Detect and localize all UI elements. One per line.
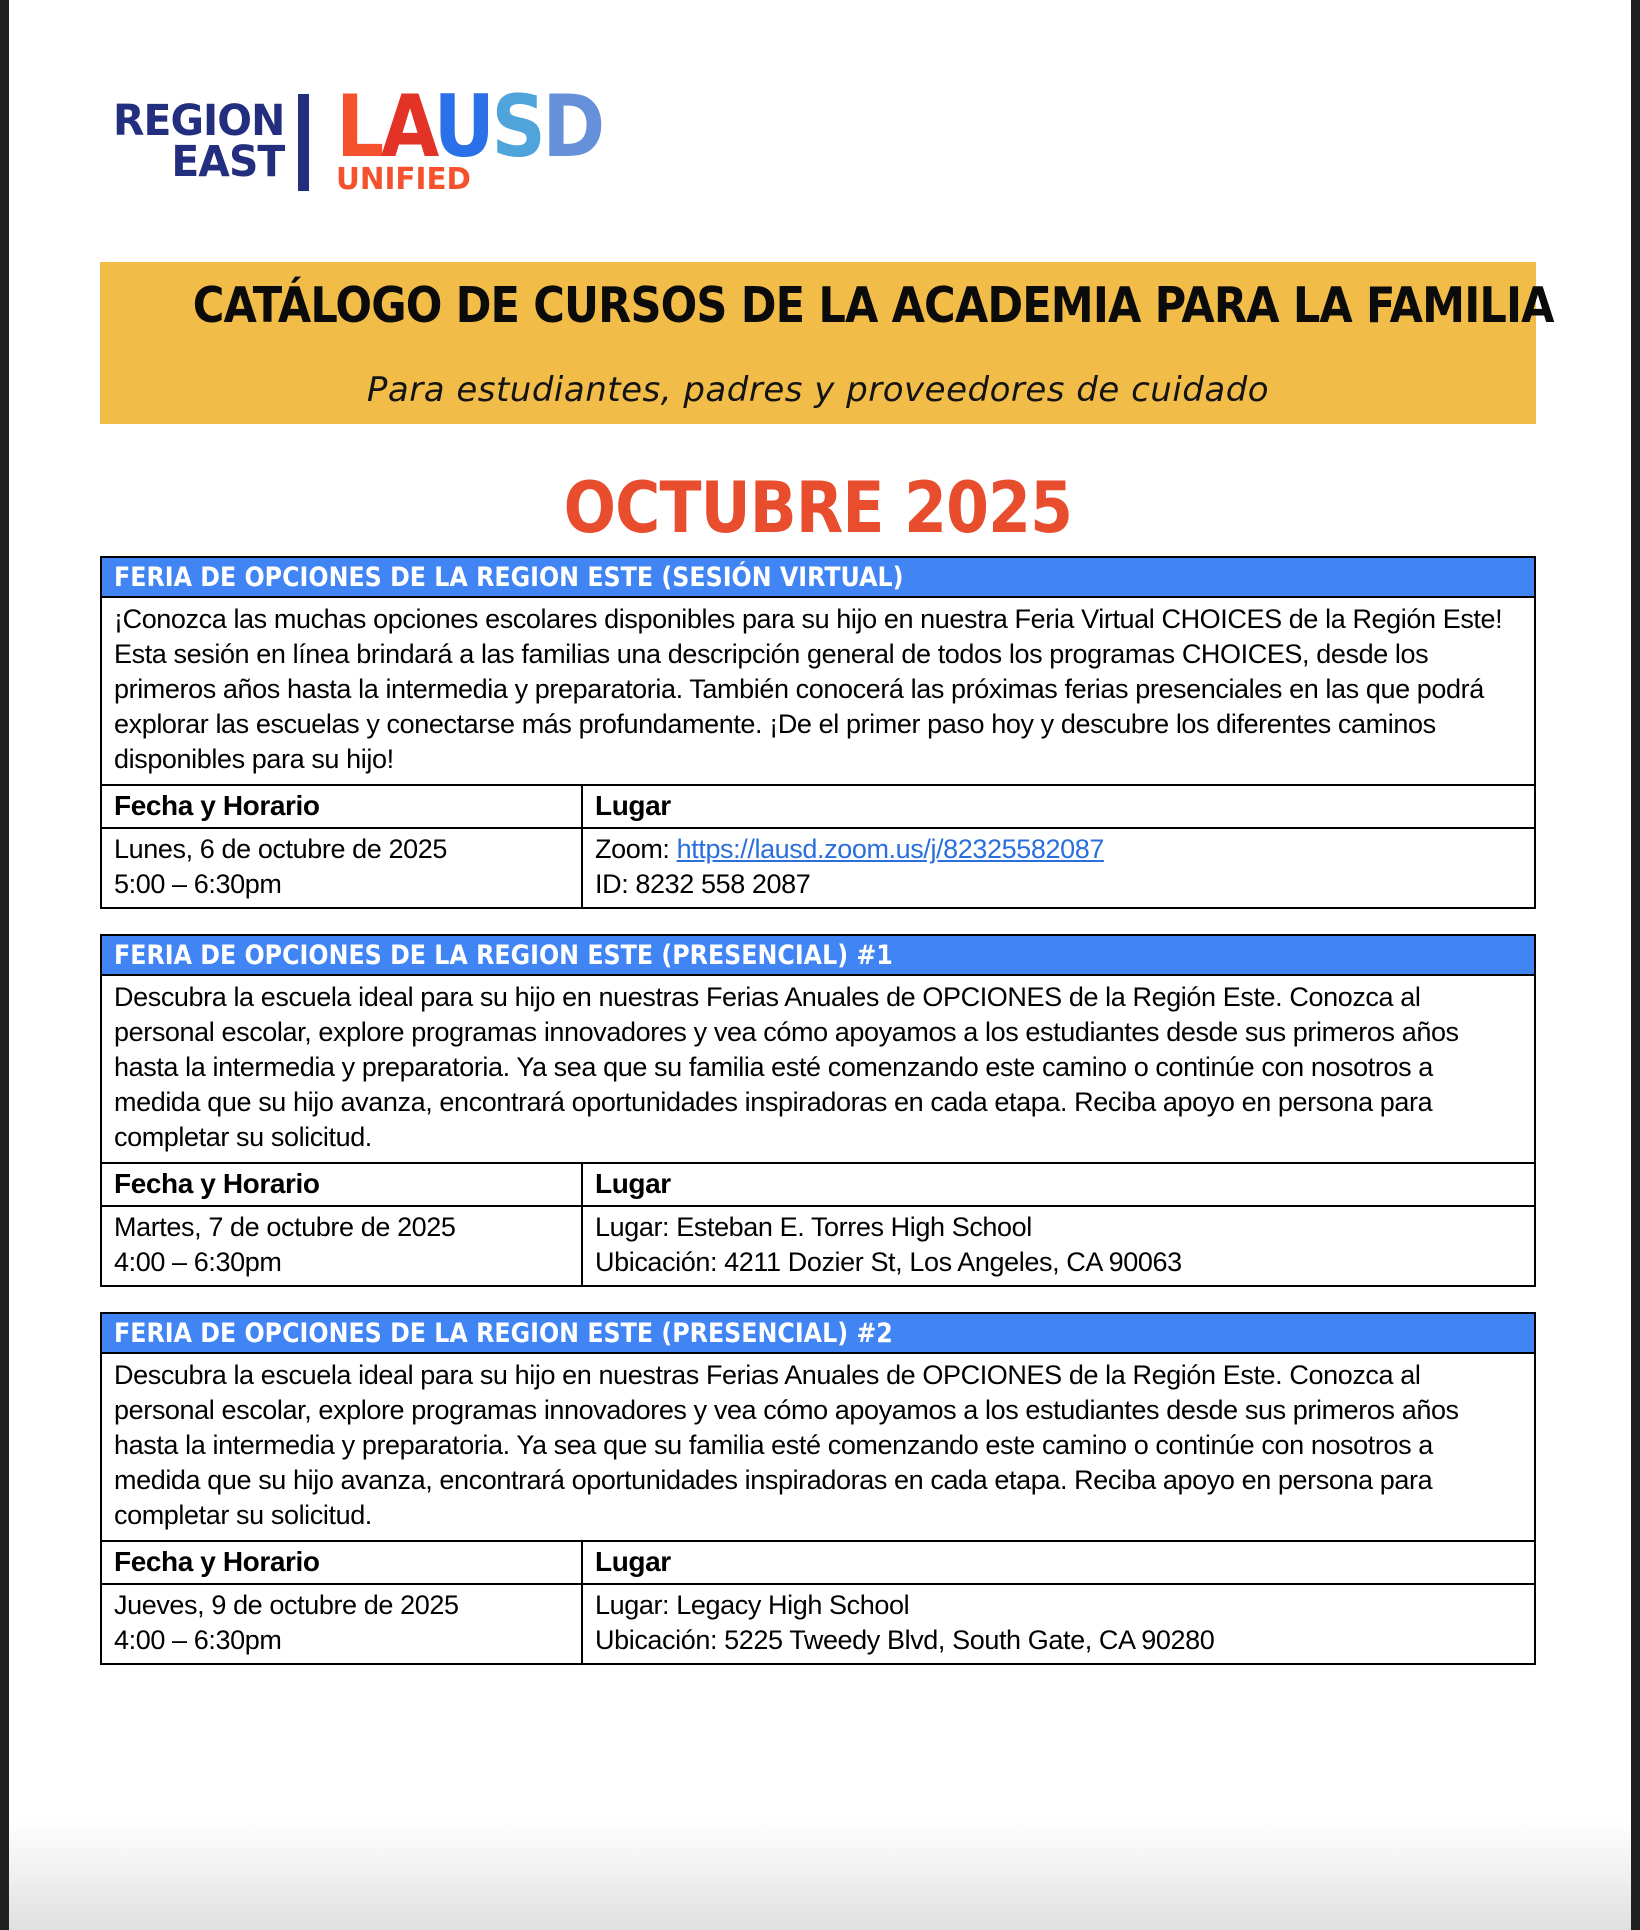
lausd-letters bbox=[336, 76, 603, 177]
date-cell bbox=[102, 829, 583, 907]
event-title: FERIA DE OPCIONES DE LA REGION ESTE (SESIÓN VIRTUAL) bbox=[114, 561, 904, 593]
catalog-subtitle: Para estudiantes, padres y proveedores de cuidado bbox=[366, 370, 1270, 410]
time-line: 5:00 – 6:30pm bbox=[114, 869, 282, 899]
date-cell bbox=[102, 1207, 583, 1285]
region-east-wordmark bbox=[113, 96, 285, 187]
event-header-presencial-1 bbox=[100, 934, 1536, 976]
zoom-label: Zoom: bbox=[595, 834, 677, 864]
table-header-row bbox=[100, 1542, 1536, 1585]
col-header-fecha: Fecha y Horario bbox=[102, 1164, 583, 1205]
address-line: Ubicación: 4211 Dozier St, Los Angeles, CA 90063 bbox=[595, 1247, 1182, 1277]
meeting-id-line: ID: 8232 558 2087 bbox=[595, 869, 811, 899]
month-heading-wrap bbox=[100, 468, 1536, 556]
date-cell bbox=[102, 1585, 583, 1663]
table-row bbox=[100, 1585, 1536, 1665]
time-line: 4:00 – 6:30pm bbox=[114, 1247, 282, 1277]
date-line: Jueves, 9 de octubre de 2025 bbox=[114, 1590, 459, 1620]
address-line: Ubicación: 5225 Tweedy Blvd, South Gate, CA 90280 bbox=[595, 1625, 1215, 1655]
col-header-fecha: Fecha y Horario bbox=[102, 1542, 583, 1583]
month-heading: OCTUBRE 2025 bbox=[563, 467, 1073, 549]
lausd-letter-u: U bbox=[433, 76, 492, 177]
location-cell bbox=[583, 1585, 1534, 1663]
catalog-title: CATÁLOGO DE CURSOS DE LA ACADEMIA PARA LA FAMILIA bbox=[192, 277, 1554, 334]
col-header-fecha: Fecha y Horario bbox=[102, 786, 583, 827]
lausd-wordmark bbox=[336, 76, 638, 197]
event-section-virtual bbox=[100, 556, 1536, 909]
page-bottom-shadow bbox=[9, 1820, 1631, 1930]
lausd-letter-d: D bbox=[542, 76, 603, 177]
unified-wordmark: UNIFIED bbox=[336, 161, 472, 197]
col-header-lugar: Lugar bbox=[595, 790, 671, 821]
region-line: REGION bbox=[113, 96, 285, 146]
event-description: ¡Conozca las muchas opciones escolares disponibles para su hijo en nuestra Feria Virtual CHOICES de la Región Este! Esta sesión en línea brindará a las familias una descripción general de todos los programas CHOICES, desde los primeros años hasta la intermedia y preparatoria. También conocerá las próximas ferias presenciales en las que podrá explorar las escuelas y conectarse más profundamente. ¡De el primer paso hoy y descubre los diferentes caminos disponibles para su hijo! bbox=[100, 598, 1536, 786]
lausd-letter-l: L bbox=[336, 76, 382, 177]
venue-line: Lugar: Esteban E. Torres High School bbox=[595, 1212, 1032, 1242]
zoom-meeting-link[interactable]: https://lausd.zoom.us/j/82325582087 bbox=[676, 834, 1104, 864]
lausd-region-east-logo bbox=[104, 76, 1640, 197]
location-cell bbox=[583, 1207, 1534, 1285]
table-row bbox=[100, 1207, 1536, 1287]
viewer-left-edge bbox=[0, 0, 9, 1930]
lausd-letter-a: A bbox=[381, 76, 434, 177]
zoom-line bbox=[595, 832, 1522, 867]
event-header-virtual bbox=[100, 556, 1536, 598]
table-header-row bbox=[100, 1164, 1536, 1207]
event-description: Descubra la escuela ideal para su hijo en nuestras Ferias Anuales de OPCIONES de la Región Este. Conozca al personal escolar, explore programas innovadores y vea cómo apoyamos a los estudiantes desde sus primeros años hasta la intermedia y preparatoria. Ya sea que su familia esté comenzando este camino o continúe con nosotros a medida que su hijo avanza, encontrará oportunidades inspiradoras en cada etapa. Reciba apoyo en persona para completar su solicitud. bbox=[100, 1354, 1536, 1542]
location-cell bbox=[583, 829, 1534, 907]
east-line: EAST bbox=[171, 137, 285, 187]
event-title: FERIA DE OPCIONES DE LA REGION ESTE (PRESENCIAL) #1 bbox=[114, 939, 893, 971]
venue-line: Lugar: Legacy High School bbox=[595, 1590, 910, 1620]
viewer-right-edge bbox=[1631, 0, 1640, 1930]
lausd-letter-s: S bbox=[491, 76, 543, 177]
table-header-row bbox=[100, 786, 1536, 829]
date-line: Lunes, 6 de octubre de 2025 bbox=[114, 834, 447, 864]
col-header-lugar: Lugar bbox=[595, 1546, 671, 1577]
event-section-presencial-2 bbox=[100, 1312, 1536, 1665]
event-section-presencial-1 bbox=[100, 934, 1536, 1287]
event-description: Descubra la escuela ideal para su hijo en nuestras Ferias Anuales de OPCIONES de la Región Este. Conozca al personal escolar, explore programas innovadores y vea cómo apoyamos a los estudiantes desde sus primeros años hasta la intermedia y preparatoria. Ya sea que su familia esté comenzando este camino o continúe con nosotros a medida que su hijo avanza, encontrará oportunidades inspiradoras en cada etapa. Reciba apoyo en persona para completar su solicitud. bbox=[100, 976, 1536, 1164]
event-header-presencial-2 bbox=[100, 1312, 1536, 1354]
date-line: Martes, 7 de octubre de 2025 bbox=[114, 1212, 456, 1242]
col-header-lugar: Lugar bbox=[595, 1168, 671, 1199]
logo-divider-bar bbox=[298, 94, 309, 191]
table-row bbox=[100, 829, 1536, 909]
time-line: 4:00 – 6:30pm bbox=[114, 1625, 282, 1655]
title-banner bbox=[100, 262, 1554, 424]
event-title: FERIA DE OPCIONES DE LA REGION ESTE (PRESENCIAL) #2 bbox=[114, 1317, 893, 1349]
